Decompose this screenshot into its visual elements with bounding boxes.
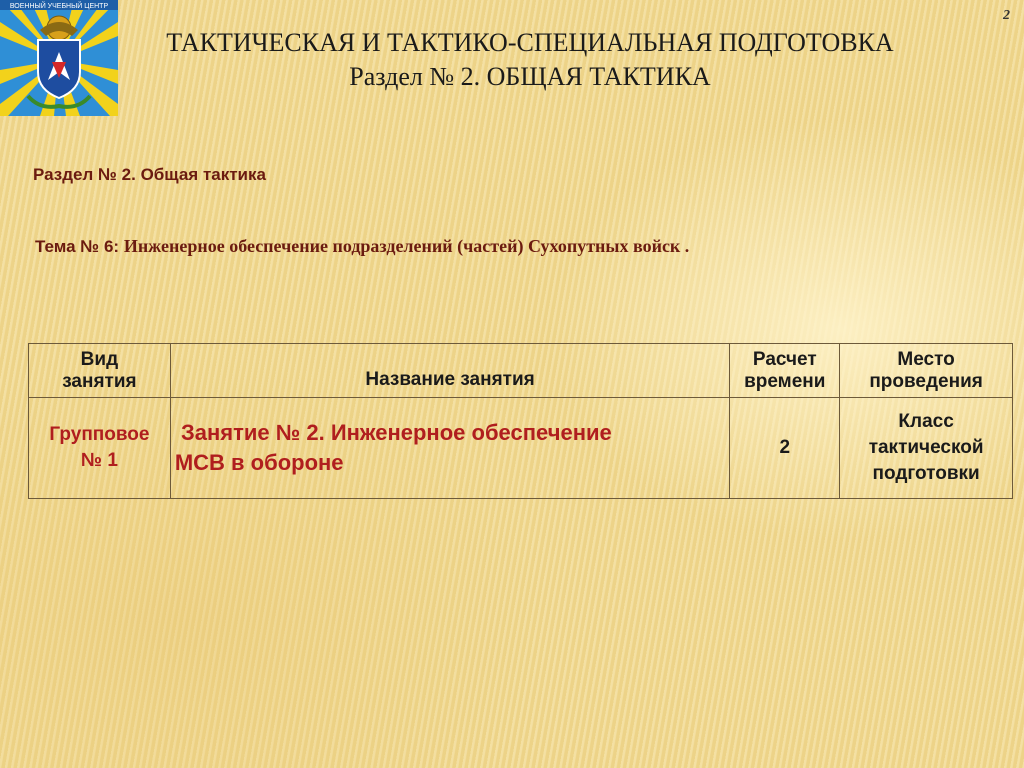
slide-title: ТАКТИЧЕСКАЯ И ТАКТИКО-СПЕЦИАЛЬНАЯ ПОДГОТОВКА xyxy=(166,28,894,57)
header-lesson-name xyxy=(170,344,730,398)
header-hours xyxy=(730,344,840,398)
header-hours-line2: времени xyxy=(744,370,826,392)
svg-text:ВОЕННЫЙ УЧЕБНЫЙ ЦЕНТР: ВОЕННЫЙ УЧЕБНЫЙ ЦЕНТР xyxy=(9,3,109,10)
header-hours-line1: Расчет xyxy=(752,348,817,370)
table-header-row xyxy=(29,344,1013,398)
cell-lesson-name xyxy=(170,398,730,499)
header-place-line1: Место xyxy=(897,348,955,370)
lessons-table xyxy=(28,343,1013,499)
cell-hours: 2 xyxy=(730,398,840,499)
cell-place xyxy=(840,398,1013,499)
cell-lesson-name-line1: Занятие № 2. Инженерное обеспечение xyxy=(174,420,612,445)
page-number: 2 xyxy=(1003,8,1010,23)
header-place xyxy=(840,344,1013,398)
cell-lesson-type-line2: № 1 xyxy=(80,450,118,471)
table-row xyxy=(29,398,1013,499)
emblem-logo xyxy=(0,0,118,116)
topic-title: Инженерное обеспечение подразделений (частей) Сухопутных войск . xyxy=(123,236,690,256)
header-lesson-type-line2: занятия xyxy=(62,370,137,392)
section-heading: Раздел № 2. Общая тактика xyxy=(33,165,266,184)
header-place-line2: проведения xyxy=(869,370,983,392)
header-lesson-name-text: Название занятия xyxy=(365,368,535,390)
cell-place-line2: тактической xyxy=(868,437,984,458)
topic-heading xyxy=(35,236,689,257)
cell-place-line3: подготовки xyxy=(872,463,980,484)
header-lesson-type xyxy=(29,344,171,398)
header-lesson-type-line1: Вид xyxy=(80,348,119,370)
cell-place-line1: Класс xyxy=(898,411,954,432)
topic-prefix: Тема № 6: xyxy=(35,237,124,256)
cell-lesson-type xyxy=(29,398,171,499)
cell-lesson-name-line2: МСВ в обороне xyxy=(174,450,344,475)
cell-lesson-type-line1: Групповое xyxy=(49,424,150,445)
slide-subtitle: Раздел № 2. ОБЩАЯ ТАКТИКА xyxy=(349,62,711,91)
